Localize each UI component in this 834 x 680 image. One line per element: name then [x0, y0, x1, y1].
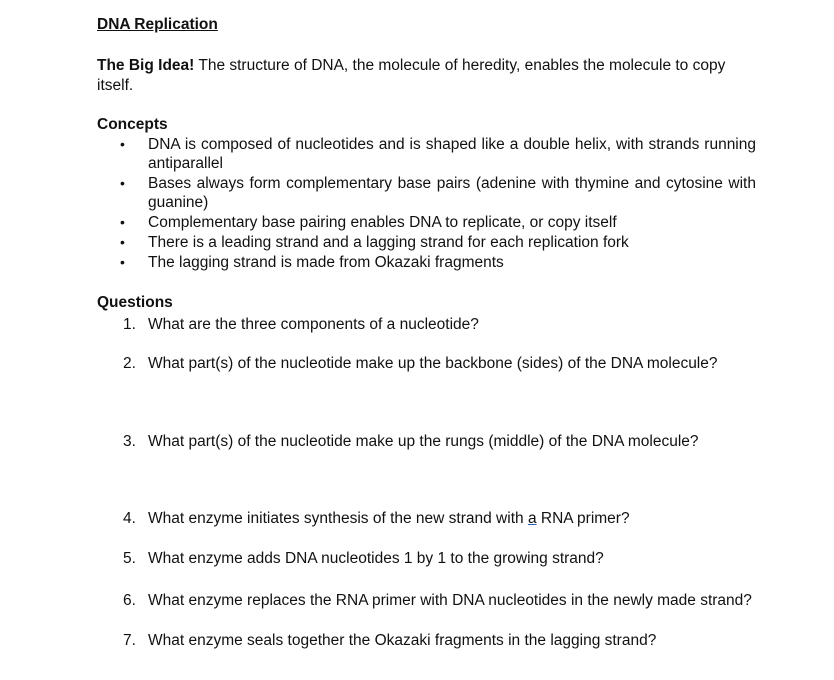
concept-item: DNA is composed of nucleotides and is shaped like a double helix, with strands running antiparallel	[148, 136, 756, 172]
question-number: 5.	[123, 550, 136, 567]
question-number: 2.	[123, 355, 136, 372]
question-text: What part(s) of the nucleotide make up the backbone (sides) of the DNA molecule?	[148, 355, 718, 372]
question-number: 3.	[123, 433, 136, 450]
bullet-icon: •	[120, 136, 125, 152]
question-number: 7.	[123, 632, 136, 649]
question-number: 4.	[123, 510, 136, 527]
question-text: What enzyme replaces the RNA primer with DNA nucleotides in the newly made strand?	[148, 592, 752, 609]
bullet-icon: •	[120, 254, 125, 270]
question-text: What enzyme seals together the Okazaki fragments in the lagging strand?	[148, 632, 657, 649]
question-text: What are the three components of a nucleotide?	[148, 316, 479, 333]
concept-item: Bases always form complementary base pairs (adenine with thymine and cytosine with guanine)	[148, 175, 756, 211]
bullet-icon: •	[120, 234, 125, 250]
question-text: What part(s) of the nucleotide make up the rungs (middle) of the DNA molecule?	[148, 433, 699, 450]
question-number: 6.	[123, 592, 136, 609]
concepts-heading: Concepts	[97, 116, 168, 133]
question-number: 1.	[123, 316, 136, 333]
concept-item: There is a leading strand and a lagging strand for each replication fork	[148, 234, 629, 251]
concept-item: Complementary base pairing enables DNA to replicate, or copy itself	[148, 214, 617, 231]
question-text	[148, 510, 788, 528]
concept-item: The lagging strand is made from Okazaki fragments	[148, 254, 504, 271]
grammar-marked-word: a	[527, 510, 537, 527]
bullet-icon: •	[120, 214, 125, 230]
big-idea-text: The structure of DNA, the molecule of heredity, enables the molecule to copy itself.	[97, 57, 726, 94]
big-idea-label: The Big Idea!	[97, 57, 195, 74]
questions-heading: Questions	[97, 294, 173, 311]
page-title: DNA Replication	[97, 16, 218, 33]
question-text-part: What enzyme initiates synthesis of the new strand with	[148, 510, 528, 527]
question-text: What enzyme adds DNA nucleotides 1 by 1 to the growing strand?	[148, 550, 604, 567]
bullet-icon: •	[120, 175, 125, 191]
question-text-part: RNA primer?	[536, 510, 630, 527]
big-idea-paragraph	[97, 56, 757, 96]
